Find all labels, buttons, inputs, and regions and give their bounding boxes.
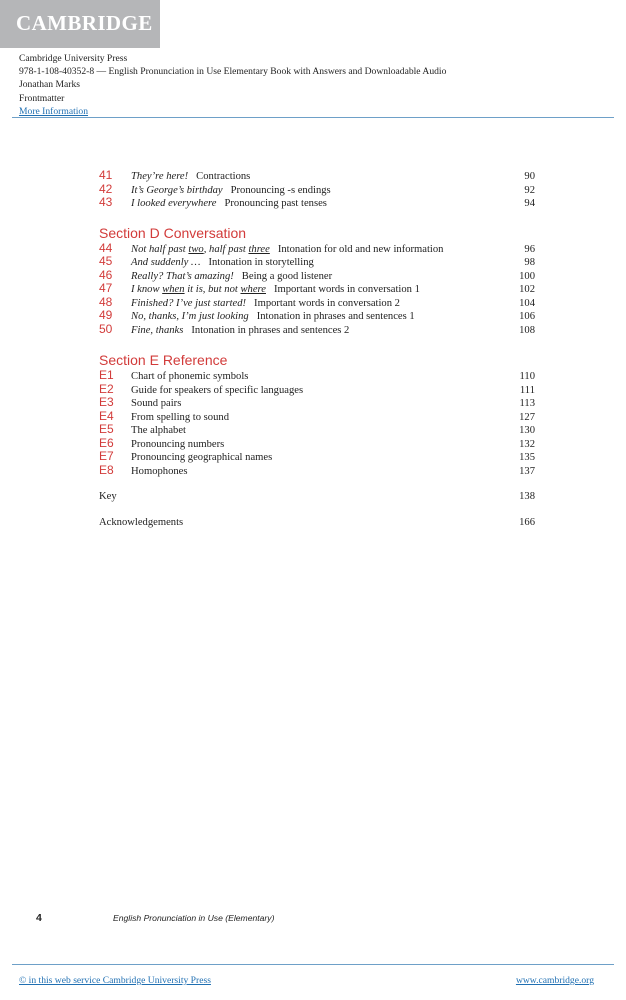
unit-number: 46 xyxy=(99,267,113,282)
unit-number: 44 xyxy=(99,240,113,255)
key-label: Key xyxy=(99,491,117,502)
appendix-number: E7 xyxy=(99,449,114,463)
appendix-title: The alphabet xyxy=(131,425,187,436)
page-number: 94 xyxy=(524,198,535,209)
toc-entry xyxy=(99,408,535,425)
publisher-logo: CAMBRIDGE xyxy=(16,11,153,35)
toc-entry xyxy=(99,321,535,338)
toc-entry xyxy=(99,256,535,270)
website-link[interactable]: www.cambridge.org xyxy=(515,975,594,986)
table-of-contents xyxy=(99,170,535,530)
toc-entry xyxy=(99,170,535,184)
unit-number: 49 xyxy=(99,308,113,322)
appendix-number: E4 xyxy=(99,408,114,423)
page-number: 100 xyxy=(519,270,535,282)
toc-entry xyxy=(99,197,535,211)
more-information-link[interactable]: More Information xyxy=(19,105,89,117)
publisher-name: Cambridge University Press xyxy=(19,53,128,64)
appendix-title: Pronouncing geographical names xyxy=(131,452,273,463)
header-divider xyxy=(12,117,614,118)
page-number: 132 xyxy=(519,438,535,450)
unit-number: 43 xyxy=(99,195,113,209)
toc-entry xyxy=(99,240,535,257)
book-metadata xyxy=(19,52,446,118)
unit-description: Important words in conversation 2 xyxy=(254,297,400,309)
appendix-title: Chart of phonemic symbols xyxy=(131,371,249,382)
folio-number: 4 xyxy=(36,912,42,924)
page-number: 92 xyxy=(524,184,535,196)
unit-description: Intonation in storytelling xyxy=(208,257,314,268)
appendix-title: Homophones xyxy=(131,465,188,477)
toc-entry xyxy=(99,424,535,438)
unit-title: They’re here! xyxy=(131,171,189,182)
page-number: 102 xyxy=(519,284,535,295)
isbn-title: 978-1-108-40352-8 — English Pronunciation in Use Elementary Book with Answers and Downloadable Audio xyxy=(19,66,447,78)
section-e-heading: Section E Reference xyxy=(99,352,228,368)
page-number: 130 xyxy=(519,425,535,436)
unit-number: 47 xyxy=(99,281,113,295)
unit-description: Contractions xyxy=(196,171,251,182)
page-number: 108 xyxy=(519,324,535,336)
unit-description: Intonation for old and new information xyxy=(277,243,444,255)
appendix-number: E5 xyxy=(99,422,114,436)
page-number: 98 xyxy=(524,257,535,268)
page-number: 111 xyxy=(519,384,535,396)
unit-title: Not half past two, half past three xyxy=(131,243,270,255)
appendix-title: Pronouncing numbers xyxy=(131,438,225,450)
page-number: 106 xyxy=(519,311,535,322)
toc-entry xyxy=(99,267,535,284)
page-number: 137 xyxy=(519,465,535,477)
unit-description: Intonation in phrases and sentences 1 xyxy=(256,311,415,322)
unit-description: Being a good listener xyxy=(241,270,333,282)
toc-entry xyxy=(99,435,535,452)
appendix-number: E6 xyxy=(99,435,114,450)
page-number: 138 xyxy=(519,491,535,502)
toc-entry xyxy=(99,381,535,398)
toc-entry xyxy=(99,294,535,311)
page-number: 127 xyxy=(519,411,535,423)
toc-entry xyxy=(99,310,535,324)
appendix-number: E2 xyxy=(99,381,114,396)
toc-entry xyxy=(99,370,535,384)
toc-entry xyxy=(99,397,535,411)
unit-title: It’s George’s birthday xyxy=(131,184,223,196)
page-number: 96 xyxy=(524,243,535,255)
appendix-number: E8 xyxy=(99,462,114,477)
appendix-title: From spelling to sound xyxy=(131,411,229,423)
appendix-title: Sound pairs xyxy=(131,398,182,409)
toc-entry xyxy=(99,451,535,465)
appendix-title: Guide for speakers of specific languages xyxy=(131,384,304,396)
unit-title: I know when it is, but not where xyxy=(131,284,266,295)
acknowledgements-label: Acknowledgements xyxy=(99,517,184,528)
copyright-link[interactable]: © in this web service Cambridge University Press xyxy=(19,975,211,986)
brand-bar xyxy=(0,0,160,48)
page-number: 104 xyxy=(519,297,535,309)
toc-entry-key xyxy=(99,490,535,504)
toc-entry xyxy=(99,462,535,479)
unit-number: 50 xyxy=(99,321,113,336)
unit-description: Important words in conversation 1 xyxy=(273,284,420,295)
unit-title: Fine, thanks xyxy=(131,324,184,336)
footer-divider xyxy=(12,964,614,965)
unit-title: And suddenly … xyxy=(131,257,201,268)
unit-number: 42 xyxy=(99,181,113,196)
toc-entry xyxy=(99,181,535,198)
toc-entry xyxy=(99,283,535,297)
unit-number: 48 xyxy=(99,294,113,309)
toc-entry-acknowledgements xyxy=(99,516,535,530)
unit-title: No, thanks, I’m just looking xyxy=(131,311,249,322)
running-title: English Pronunciation in Use (Elementary) xyxy=(113,913,275,923)
author-name: Jonathan Marks xyxy=(19,79,81,91)
page-number: 90 xyxy=(524,171,535,182)
unit-title: Finished? I’ve just started! xyxy=(131,297,247,309)
unit-number: 45 xyxy=(99,254,113,268)
page-number: 113 xyxy=(519,398,535,409)
appendix-number: E3 xyxy=(99,395,114,409)
section-d-heading: Section D Conversation xyxy=(99,224,247,241)
unit-description: Pronouncing past tenses xyxy=(224,198,327,209)
unit-title: Really? That’s amazing! xyxy=(131,270,234,282)
page-number: 135 xyxy=(519,452,535,463)
unit-title: I looked everywhere xyxy=(131,198,217,209)
page-number: 166 xyxy=(519,517,535,528)
appendix-number: E1 xyxy=(99,368,114,382)
unit-number: 41 xyxy=(99,168,113,182)
unit-description: Pronouncing -s endings xyxy=(230,184,331,196)
page-number: 110 xyxy=(519,371,535,382)
section-label: Frontmatter xyxy=(19,92,65,104)
unit-description: Intonation in phrases and sentences 2 xyxy=(191,324,350,336)
